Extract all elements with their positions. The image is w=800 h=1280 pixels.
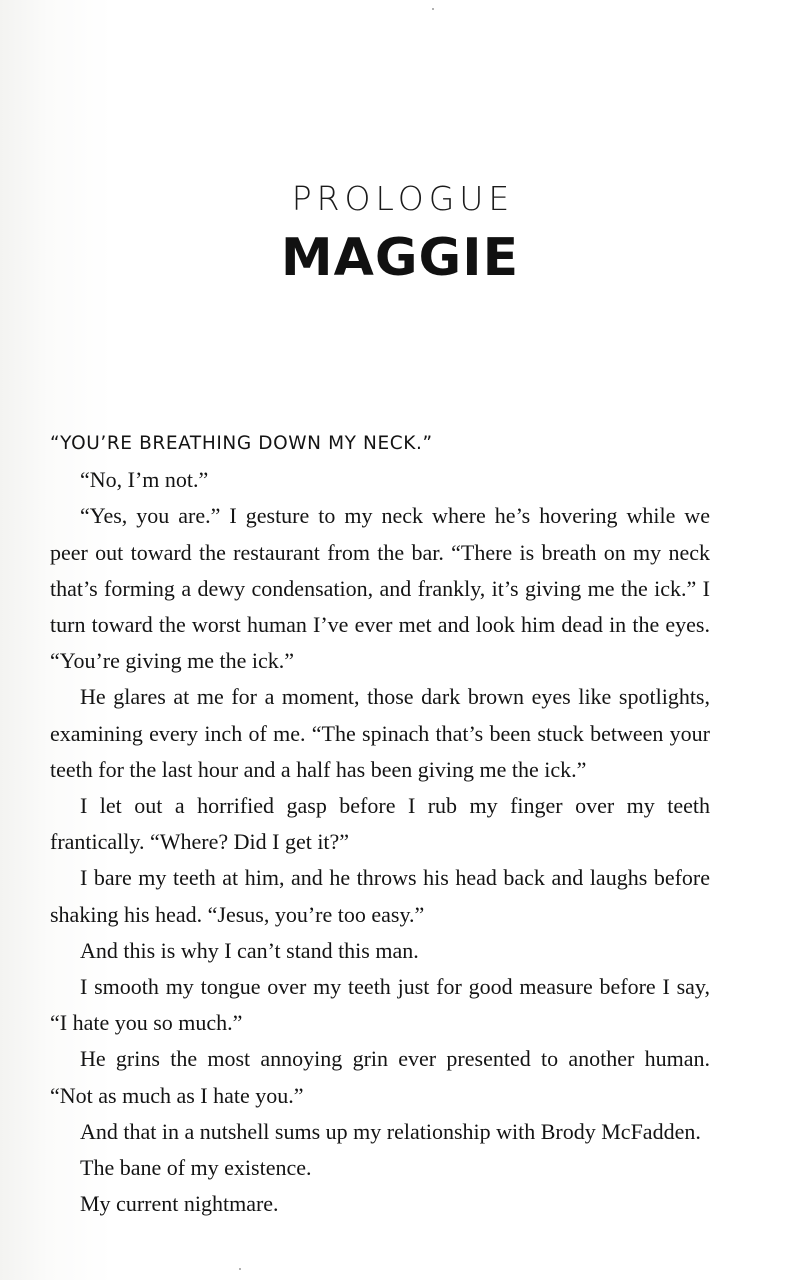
body-text xyxy=(50,426,710,1222)
chapter-title: MAGGIE xyxy=(280,228,520,288)
paragraph: “No, I’m not.” xyxy=(80,467,209,493)
chapter-header xyxy=(0,178,800,290)
paragraph: He glares at me for a moment, those dark brown eyes like spotlights, examining every inch of me. “The spinach that’s been stuck between your teeth for the last hour and a half has been giving me the ick.” xyxy=(50,684,710,782)
paragraph: I smooth my tongue over my teeth just for good measure before I say, “I hate you so much.” xyxy=(50,974,710,1036)
paragraph: “YOU’RE BREATHING DOWN MY NECK.” xyxy=(50,433,433,454)
paragraph: “Yes, you are.” I gesture to my neck where he’s hovering while we peer out toward the restaurant from the bar. “There is breath on my neck that’s forming a dewy condensation, and frankly, it’s giving me the ick.” I turn toward the worst human I’ve ever met and look him dead in the eyes. “You’re giving me the ick.” xyxy=(50,503,710,674)
paragraph: He grins the most annoying grin ever presented to another human. “Not as much as I hate you.” xyxy=(50,1046,710,1108)
paragraph: My current nightmare. xyxy=(80,1191,279,1217)
ink-speck xyxy=(432,8,434,10)
paragraph: I bare my teeth at him, and he throws his head back and laughs before shaking his head. “Jesus, you’re too easy.” xyxy=(50,865,710,927)
chapter-label: PROLOGUE xyxy=(291,179,515,218)
paragraph: The bane of my existence. xyxy=(80,1155,312,1181)
paragraph: I let out a horrified gasp before I rub my finger over my teeth frantically. “Where? Did I get it?” xyxy=(50,793,710,855)
paragraph: And this is why I can’t stand this man. xyxy=(80,937,419,963)
ink-speck xyxy=(239,1268,241,1270)
paragraph: And that in a nutshell sums up my relationship with Brody McFadden. xyxy=(80,1118,701,1144)
